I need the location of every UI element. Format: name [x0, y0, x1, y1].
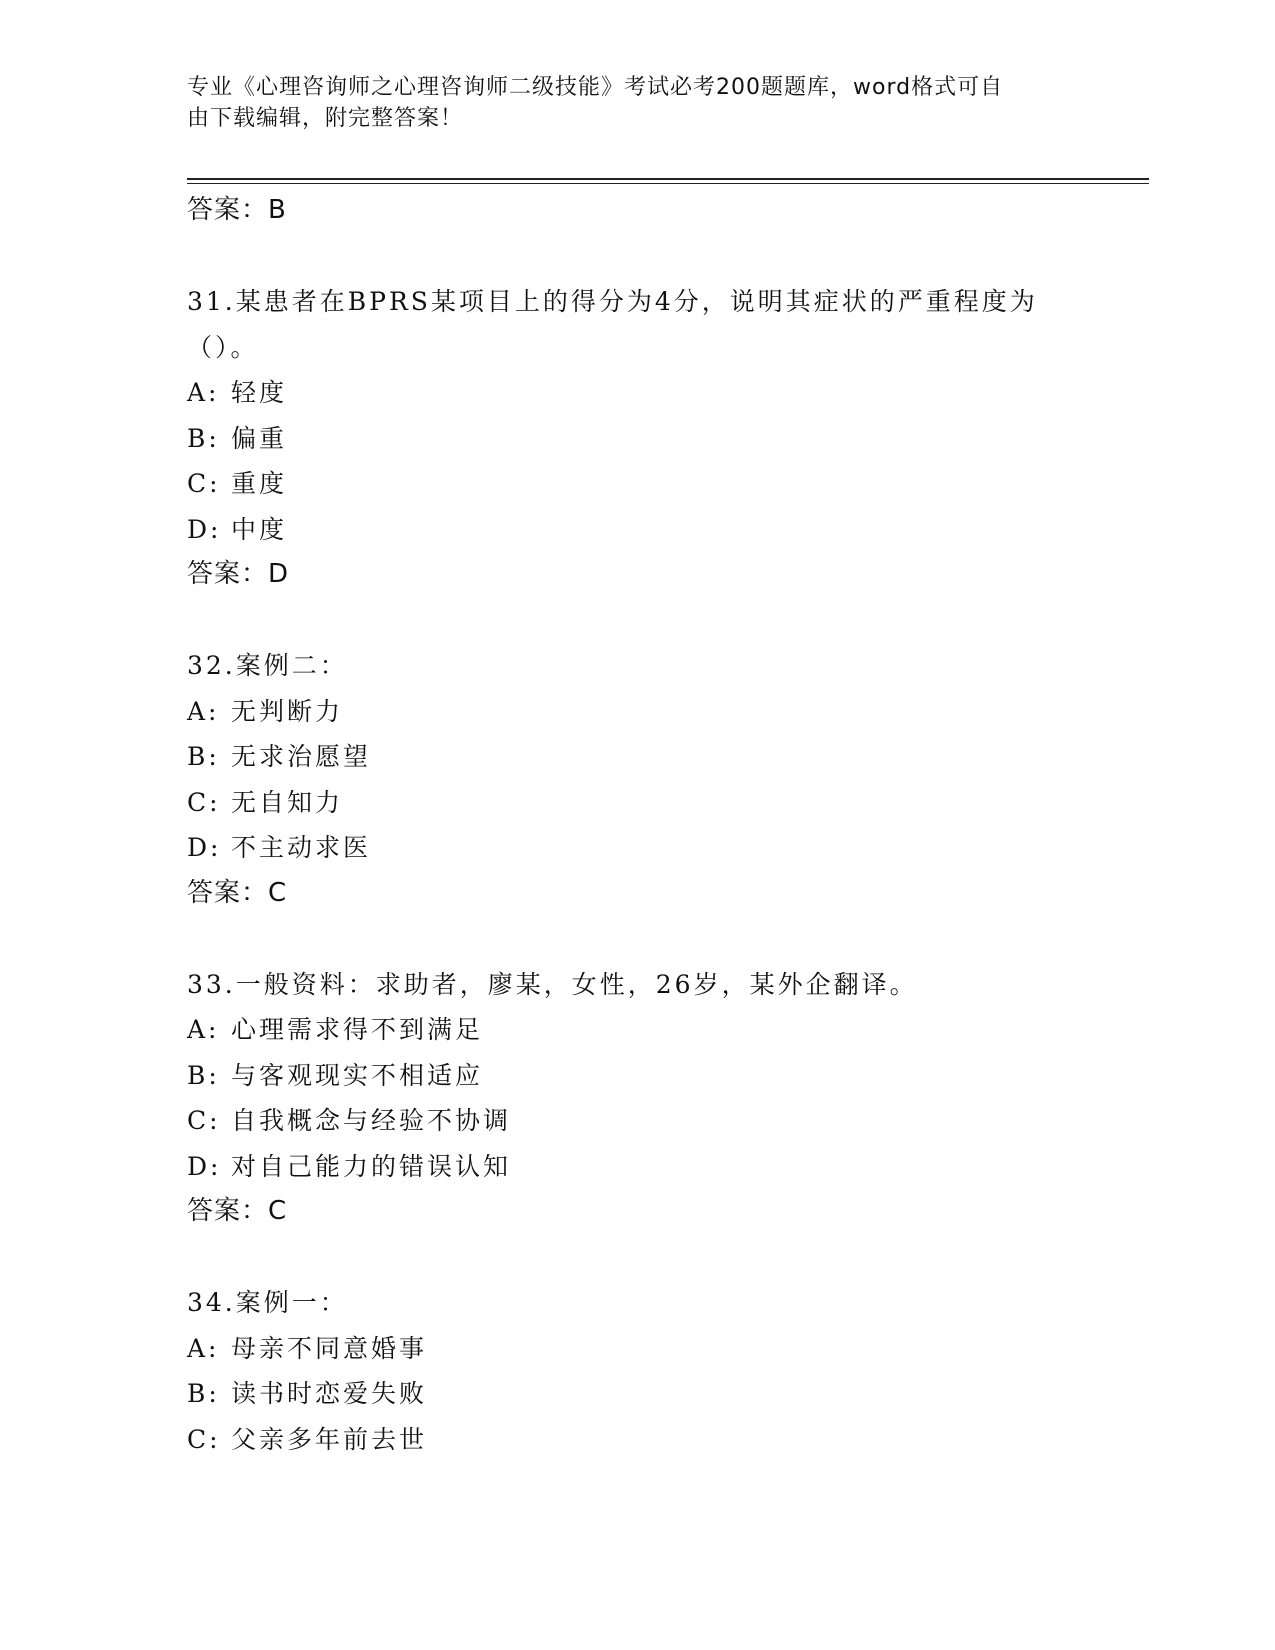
option-text: 不主动求医	[231, 833, 372, 862]
spacer	[187, 916, 1087, 962]
option-a	[187, 1326, 1087, 1372]
option-letter: C:	[187, 1106, 221, 1135]
question-block	[187, 962, 1087, 1235]
spacer	[187, 1235, 1087, 1281]
option-letter: A:	[187, 696, 220, 726]
option-text: 无自知力	[231, 787, 344, 817]
answer-value: D	[268, 559, 290, 589]
option-letter: D:	[187, 1151, 222, 1181]
option-letter: A:	[187, 378, 220, 407]
option-letter: C:	[187, 469, 221, 498]
option-letter: A:	[187, 1015, 220, 1044]
option-b	[187, 1371, 1087, 1417]
option-d	[187, 825, 1087, 871]
question-stem: 33.一般资料：求助者，廖某，女性，26岁，某外企翻译。	[187, 969, 918, 999]
option-letter: A:	[187, 1333, 220, 1363]
option-text: 与客观现实不相适应	[231, 1060, 484, 1090]
option-c	[187, 1098, 1087, 1144]
option-text: 中度	[231, 514, 288, 544]
answer-label: 答案：	[187, 877, 269, 908]
option-text: 对自己能力的错误认知	[231, 1151, 512, 1181]
answer-value: C	[268, 877, 288, 908]
answer-line	[187, 1189, 1087, 1235]
header-divider-thin	[187, 183, 1149, 184]
question-block	[187, 643, 1087, 916]
answer-line	[187, 871, 1087, 917]
option-a	[187, 370, 1087, 416]
option-letter: C:	[187, 1424, 221, 1454]
option-text: 心理需求得不到满足	[231, 1015, 484, 1044]
answer-value: C	[268, 1196, 288, 1226]
option-letter: C:	[187, 787, 221, 817]
option-text: 父亲多年前去世	[231, 1424, 428, 1454]
answer-line	[187, 552, 1087, 598]
answer-label: 答案：	[187, 559, 269, 589]
option-a	[187, 1007, 1087, 1053]
answer-label: 答案：	[187, 195, 269, 225]
spacer	[187, 598, 1087, 644]
answer-line	[187, 188, 1087, 234]
option-text: 自我概念与经验不协调	[231, 1106, 512, 1135]
option-text: 无判断力	[231, 696, 344, 726]
question-block	[187, 279, 1087, 598]
option-letter: D:	[187, 514, 222, 544]
option-d	[187, 507, 1087, 553]
option-letter: D:	[187, 833, 222, 862]
option-text: 读书时恋爱失败	[231, 1379, 428, 1408]
option-c	[187, 780, 1087, 826]
option-text: 轻度	[231, 378, 288, 407]
answer-value: B	[268, 195, 287, 225]
option-text: 母亲不同意婚事	[231, 1333, 428, 1363]
question-list	[187, 188, 1087, 1462]
option-letter: B:	[187, 1060, 220, 1090]
option-letter: B:	[187, 423, 220, 453]
option-b	[187, 734, 1087, 780]
option-letter: B:	[187, 742, 220, 771]
option-letter: B:	[187, 1379, 220, 1408]
header-line-2: 由下载编辑，附完整答案！	[187, 106, 464, 131]
question-stem-continued: （）。	[187, 332, 259, 362]
option-text: 偏重	[231, 423, 288, 453]
header-line-1: 专业《心理咨询师之心理咨询师二级技能》考试必考200题题库，word格式可自	[187, 75, 1004, 100]
option-d	[187, 1144, 1087, 1190]
question-stem: 31.某患者在BPRS某项目上的得分为4分，说明其症状的严重程度为	[187, 287, 1038, 316]
option-b	[187, 416, 1087, 462]
question-stem: 32.案例二：	[187, 651, 348, 680]
document-header	[187, 72, 1067, 134]
answer-label: 答案：	[187, 1196, 269, 1226]
question-block	[187, 1280, 1087, 1462]
option-c	[187, 461, 1087, 507]
spacer	[187, 234, 1087, 280]
option-text: 无求治愿望	[231, 742, 372, 771]
option-text: 重度	[231, 469, 288, 498]
question-stem: 34.案例一：	[187, 1288, 348, 1317]
option-b	[187, 1053, 1087, 1099]
option-c	[187, 1417, 1087, 1463]
header-divider-thick	[187, 178, 1149, 180]
option-a	[187, 689, 1087, 735]
